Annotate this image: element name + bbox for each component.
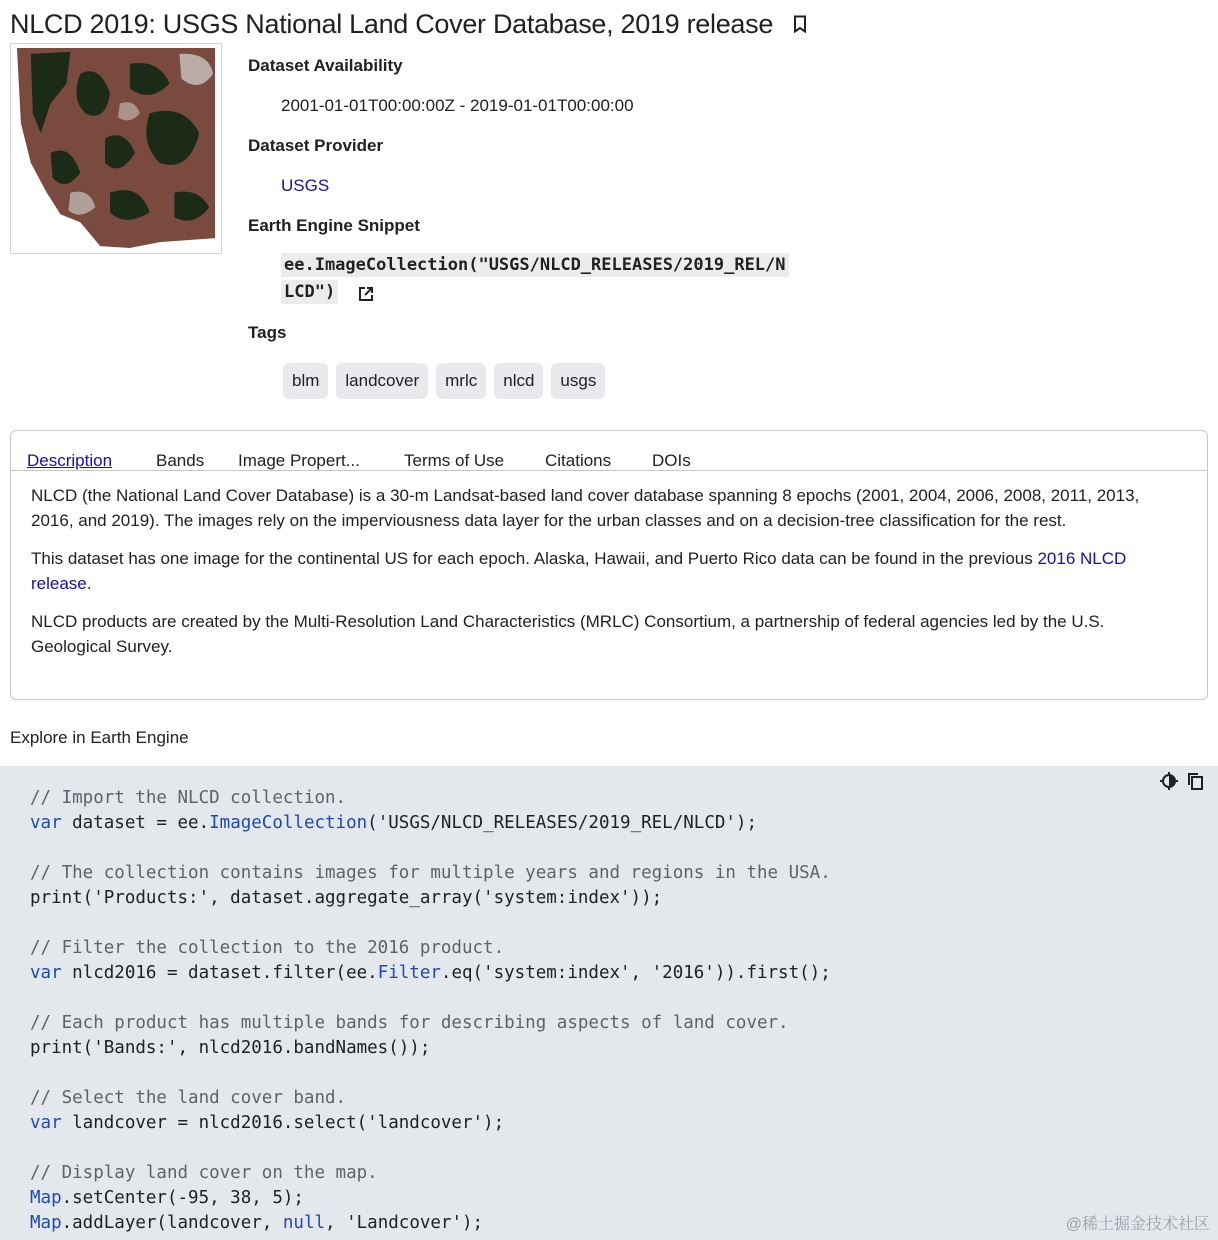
tag-chip[interactable]: mrlc: [436, 363, 486, 399]
code-keyword: var: [30, 1113, 62, 1133]
tab-bands[interactable]: Bands: [156, 451, 205, 470]
explore-heading: Explore in Earth Engine: [10, 728, 189, 747]
snippet-line-1: ee.ImageCollection("USGS/NLCD_RELEASES/2019_REL/N: [281, 253, 789, 277]
tags-label: Tags: [248, 323, 287, 342]
code-text: .addLayer(landcover,: [61, 1213, 283, 1233]
page-title: NLCD 2019: USGS National Land Cover Database, 2019 release: [10, 8, 774, 39]
code-text: print('Products:', dataset.aggregate_array('system:index'));: [30, 888, 663, 908]
provider-link[interactable]: USGS: [281, 176, 330, 195]
code-comment: // Display land cover on the map.: [30, 1163, 378, 1183]
copy-icon[interactable]: [1186, 772, 1204, 790]
code-comment: // The collection contains images for multiple years and regions in the USA.: [30, 863, 831, 883]
description-paragraph-3: NLCD products are created by the Multi-Resolution Land Characteristics (MRLC) Consortium, a partnership of federal agencies led by the U.S. Geological Survey.: [31, 612, 1105, 656]
nlcd-2016-release-link[interactable]: 2016 NLCD release: [31, 549, 1127, 593]
provider-label: Dataset Provider: [248, 136, 384, 155]
title-row: [10, 6, 807, 42]
code-comment: // Select the land cover band.: [30, 1088, 347, 1108]
code-panel: [0, 766, 1218, 1240]
description-paragraph-2: [31, 546, 1181, 596]
code-keyword: null: [282, 1213, 326, 1233]
bookmark-icon[interactable]: [793, 15, 807, 33]
code-comment: // Filter the collection to the 2016 product.: [30, 938, 505, 958]
code-text: ('USGS/NLCD_RELEASES/2019_REL/NLCD');: [367, 813, 757, 833]
tag-chip[interactable]: blm: [283, 363, 328, 399]
code-keyword: var: [30, 963, 62, 983]
code-block[interactable]: [30, 786, 831, 1236]
tag-chip[interactable]: usgs: [551, 363, 605, 399]
code-text: , 'Landcover');: [325, 1213, 484, 1233]
code-comment: // Import the NLCD collection.: [30, 788, 347, 808]
code-object: Map: [30, 1188, 62, 1208]
tag-chip[interactable]: nlcd: [494, 363, 543, 399]
description-paragraph-2-text: This dataset has one image for the continental US for each epoch. Alaska, Hawaii, and Puerto Rico data can be found in the previous: [31, 549, 1038, 568]
external-link-icon[interactable]: [358, 284, 374, 300]
code-text: print('Bands:', nlcd2016.bandNames());: [30, 1038, 431, 1058]
tag-chip[interactable]: landcover: [336, 363, 428, 399]
description-paragraph-2-end: .: [86, 574, 92, 593]
code-keyword: var: [30, 813, 62, 833]
code-text: .setCenter(-95, 38, 5);: [61, 1188, 304, 1208]
tab-dois[interactable]: DOIs: [652, 451, 691, 470]
tab-citations[interactable]: Citations: [545, 451, 612, 470]
tab-description[interactable]: Description: [27, 451, 113, 470]
description-body: [31, 483, 1181, 672]
snippet-line-2: LCD"): [281, 280, 338, 304]
code-class: ImageCollection: [209, 813, 368, 833]
code-object: Map: [30, 1213, 62, 1233]
availability-value: 2001-01-01T00:00:00Z - 2019-01-01T00:00:00: [281, 96, 634, 115]
dataset-thumbnail: [10, 43, 222, 254]
code-text: nlcd2016 = dataset.filter(ee.: [61, 963, 378, 983]
description-paragraph-1: NLCD (the National Land Cover Database) is a 30-m Landsat-based land cover database spanning 8 epochs (2001, 2004, 2006, 2008, 2011, 2013, 2016, and 2019). The images rely on the imperviousness data layer for the urban classes and on a decision-tree classification for the rest.: [31, 486, 1140, 530]
code-class: Filter: [377, 963, 441, 983]
tab-image-properties[interactable]: Image Propert...: [238, 451, 360, 470]
code-toolbar: [1160, 772, 1204, 790]
code-comment: // Each product has multiple bands for describing aspects of land cover.: [30, 1013, 789, 1033]
code-text: .eq('system:index', '2016')).first();: [440, 963, 831, 983]
tag-list: [283, 363, 605, 399]
snippet-label: Earth Engine Snippet: [248, 216, 420, 235]
description-card: [10, 430, 1208, 700]
code-text: landcover = nlcd2016.select('landcover');: [61, 1113, 505, 1133]
earth-engine-snippet: [281, 252, 826, 306]
tab-bar: [11, 431, 1207, 471]
tab-terms-of-use[interactable]: Terms of Use: [404, 451, 505, 470]
availability-label: Dataset Availability: [248, 56, 403, 75]
theme-toggle-icon[interactable]: [1160, 772, 1178, 790]
code-text: dataset = ee.: [61, 813, 210, 833]
watermark: @稀土掘金技术社区: [1065, 1216, 1210, 1233]
